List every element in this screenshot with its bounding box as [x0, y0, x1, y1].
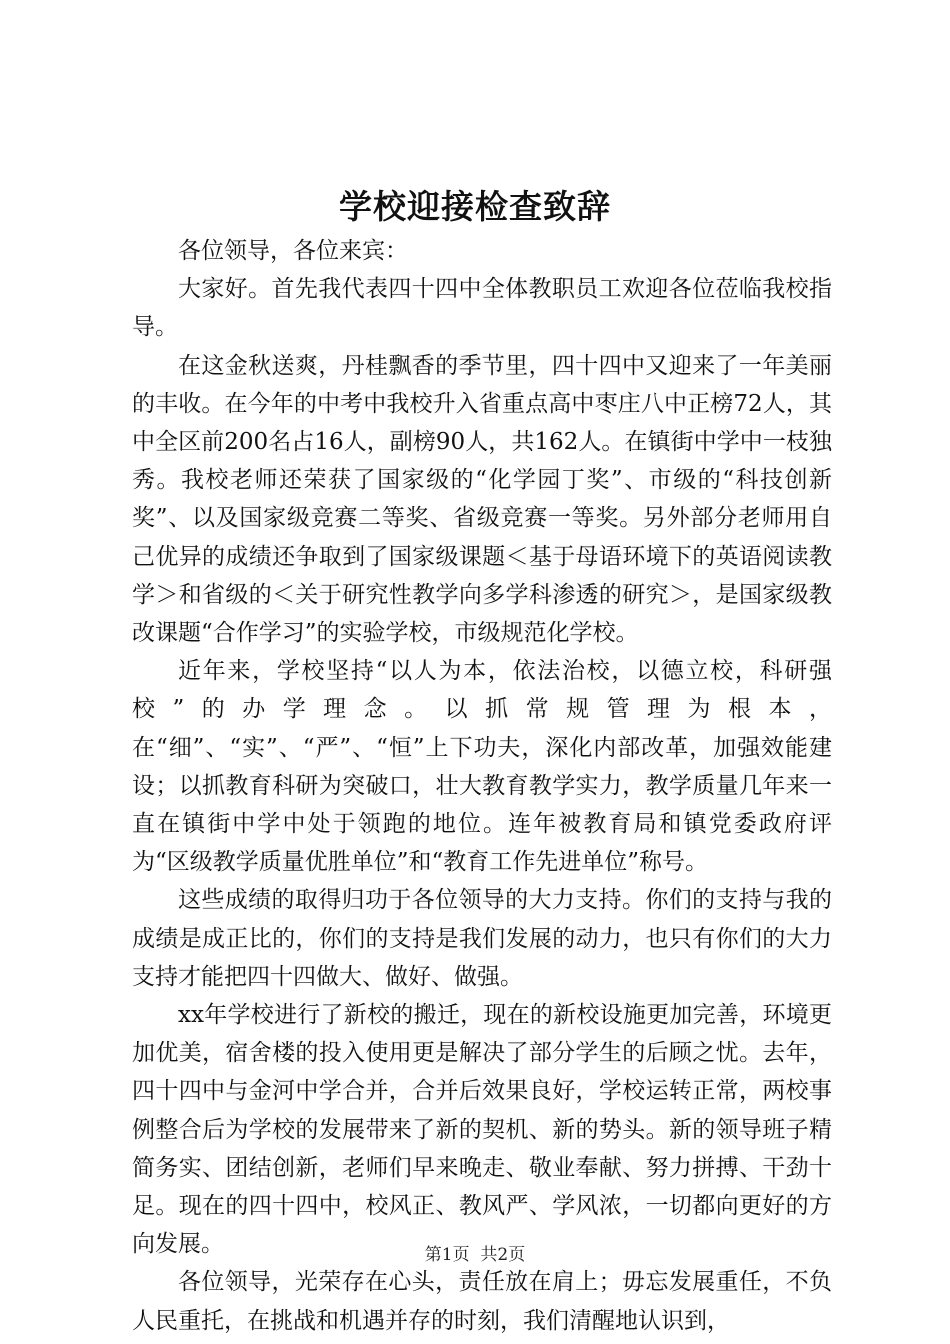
page-number-label: 第1页 共2页: [424, 1245, 526, 1265]
paragraph-responsibility: 各位领导，光荣存在心头，责任放在肩上；毋忘发展重任，不负人民重托，在挑战和机遇并存的时刻，我们清醒地认识到，: [132, 1269, 832, 1334]
paragraph-philosophy: 近年来，学校坚持“以人为本，依法治校，以德立校，科研强校”的办学理念。以抓常规管理为根本，在“细”、“实”、“严”、“恒”上下功夫，深化内部改革，加强效能建设；以抓教育科研为突破口，壮大教育教学实力，教学质量几年来一直在镇街中学中处于领跑的地位。连年被教育局和镇党委政府评为“区级教学质量优胜单位”和“教育工作先进单位”称号。: [132, 658, 832, 876]
paragraph-thanks: 这些成绩的取得归功于各位领导的大力支持。你们的支持与我的成绩是成正比的，你们的支持是我们发展的动力，也只有你们的大力支持才能把四十四做大、做好、做强。: [132, 887, 832, 990]
paragraph-achievements: 在这金秋送爽，丹桂飘香的季节里，四十四中又迎来了一年美丽的丰收。在今年的中考中我校升入省重点高中枣庄八中正榜72人，其中全区前200名占16人，副榜90人，共162人。在镇街中学中一枝独秀。我校老师还荣获了国家级的“化学园丁奖”、市级的“科技创新奖”、以及国家级竞赛二等奖、省级竞赛一等奖。另外部分老师用自己优异的成绩还争取到了国家级课题＜基于母语环境下的英语阅读教学＞和省级的＜关于研究性教学向多学科渗透的研究＞，是国家级教改课题“合作学习”的实验学校，市级规范化学校。: [132, 352, 832, 647]
document-title: 学校迎接检查致辞: [339, 187, 611, 226]
paragraph-greeting: 各位领导，各位来宾：: [178, 238, 408, 264]
paragraph-welcome: 大家好。首先我代表四十四中全体教职员工欢迎各位莅临我校指导。: [132, 276, 832, 341]
document-body: [132, 232, 832, 1340]
page-footer: [0, 1243, 950, 1267]
paragraph-new-campus: xx年学校进行了新校的搬迁，现在的新校设施更加完善，环境更加优美，宿舍楼的投入使用更是解决了部分学生的后顾之忧。去年，四十四中与金河中学合并，合并后效果良好，学校运转正常，两校事例整合后为学校的发展带来了新的契机、新的势头。新的领导班子精简务实、团结创新，老师们早来晚走、敬业奉献、努力拼搏、干劲十足。现在的四十四中，校风正、教风严、学风浓，一切都向更好的方向发展。: [132, 1002, 832, 1258]
